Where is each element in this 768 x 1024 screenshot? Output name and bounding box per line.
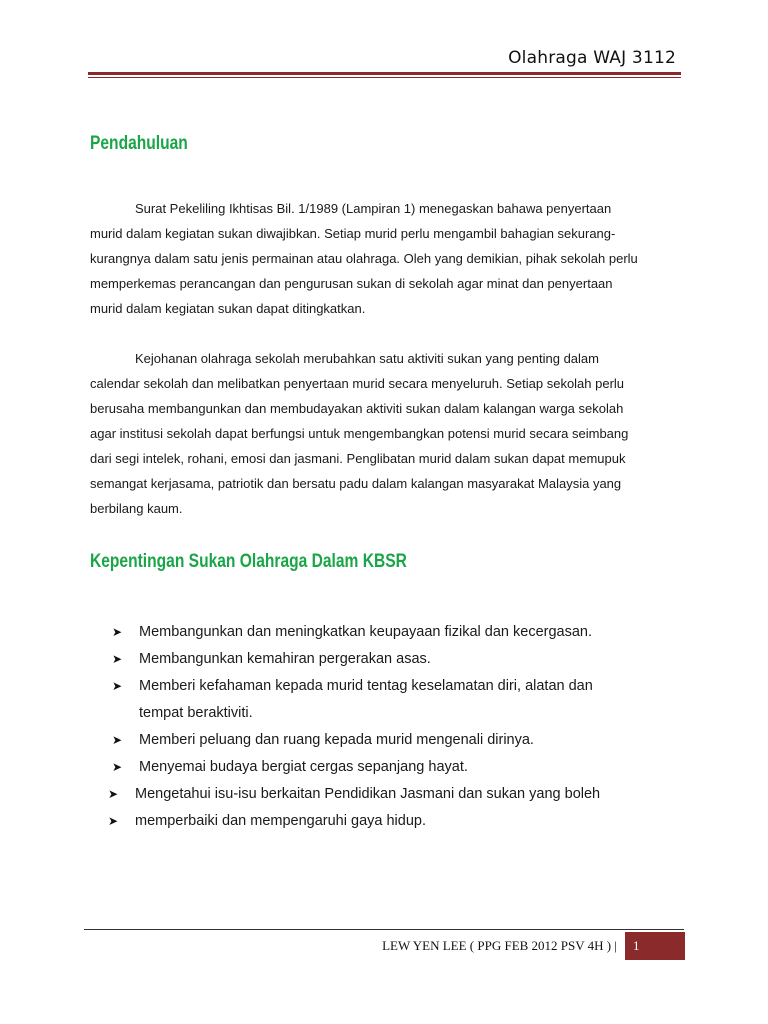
paragraph-line: memperkemas perancangan dan pengurusan sukan di sekolah agar minat dan penyertaan bbox=[90, 276, 613, 291]
paragraph-line: calendar sekolah dan melibatkan penyertaan murid secara menyeluruh. Setiap sekolah perlu bbox=[90, 376, 625, 391]
arrow-bullet-icon: ➤ bbox=[112, 652, 123, 666]
list-item bbox=[108, 808, 692, 835]
paragraph-pekeliling bbox=[90, 196, 675, 321]
page-number-box bbox=[625, 932, 685, 960]
paragraph-line: semangat kerjasama, patriotik dan bersatu padu dalam kalangan masyarakat Malaysia yang bbox=[90, 476, 622, 491]
paragraph-line: Kejohanan olahraga sekolah merubahkan satu aktiviti sukan yang penting dalam bbox=[135, 351, 599, 366]
list-item-text: Membangunkan kemahiran pergerakan asas. bbox=[139, 651, 431, 667]
paragraph-kejohanan bbox=[90, 346, 675, 521]
list-item bbox=[112, 673, 692, 700]
paragraph-line: murid dalam kegiatan sukan dapat ditingkatkan. bbox=[90, 301, 366, 316]
list-item-text: Memberi kefahaman kepada murid tentag keselamatan diri, alatan dan bbox=[139, 678, 593, 694]
list-item bbox=[108, 781, 692, 808]
arrow-bullet-icon: ➤ bbox=[108, 787, 119, 801]
list-item-text: Mengetahui isu-isu berkaitan Pendidikan Jasmani dan sukan yang boleh bbox=[135, 786, 601, 802]
paragraph-line: berbilang kaum. bbox=[90, 501, 183, 516]
header-divider-thin bbox=[88, 77, 681, 78]
arrow-bullet-icon: ➤ bbox=[112, 733, 123, 747]
section-heading-pendahuluan: Pendahuluan bbox=[90, 133, 188, 154]
list-item-text: Menyemai budaya bergiat cergas sepanjang hayat. bbox=[139, 759, 468, 775]
section-heading-kepentingan: Kepentingan Sukan Olahraga Dalam KBSR bbox=[90, 551, 407, 572]
footer-author: LEW YEN LEE ( PPG FEB 2012 PSV 4H ) | bbox=[382, 938, 617, 953]
list-item-text: tempat beraktiviti. bbox=[139, 705, 253, 721]
document-header-title: Olahraga WAJ 3112 bbox=[508, 48, 676, 68]
page-number: 1 bbox=[633, 938, 640, 953]
paragraph-line: Surat Pekeliling Ikhtisas Bil. 1/1989 (Lampiran 1) menegaskan bahawa penyertaan bbox=[135, 201, 612, 216]
paragraph-line: agar institusi sekolah dapat berfungsi untuk mengembangkan potensi murid secara seimbang bbox=[90, 426, 629, 441]
list-item-continuation bbox=[112, 700, 692, 727]
list-item bbox=[112, 727, 692, 754]
arrow-bullet-icon: ➤ bbox=[112, 760, 123, 774]
paragraph-line: dari segi intelek, rohani, emosi dan jasmani. Penglibatan murid dalam sukan dapat memupuk bbox=[90, 451, 626, 466]
arrow-bullet-icon: ➤ bbox=[112, 625, 123, 639]
paragraph-line: berusaha membangunkan dan membudayakan aktiviti sukan dalam kalangan warga sekolah bbox=[90, 401, 624, 416]
list-item bbox=[112, 646, 692, 673]
list-item bbox=[112, 754, 692, 781]
paragraph-line: murid dalam kegiatan sukan diwajibkan. Setiap murid perlu mengambil bahagian sekurang- bbox=[90, 226, 616, 241]
footer-divider bbox=[84, 929, 684, 930]
bullet-list bbox=[108, 619, 692, 835]
header-divider-thick bbox=[88, 72, 681, 75]
list-item-text: Memberi peluang dan ruang kepada murid mengenali dirinya. bbox=[139, 732, 534, 748]
arrow-bullet-icon: ➤ bbox=[108, 814, 119, 828]
arrow-bullet-icon: ➤ bbox=[112, 679, 123, 693]
list-item-text: Membangunkan dan meningkatkan keupayaan fizikal dan kecergasan. bbox=[139, 624, 593, 640]
list-item bbox=[112, 619, 692, 646]
list-item-text: memperbaiki dan mempengaruhi gaya hidup. bbox=[135, 813, 426, 829]
paragraph-line: kurangnya dalam satu jenis permainan atau olahraga. Oleh yang demikian, pihak sekolah perlu bbox=[90, 251, 638, 266]
